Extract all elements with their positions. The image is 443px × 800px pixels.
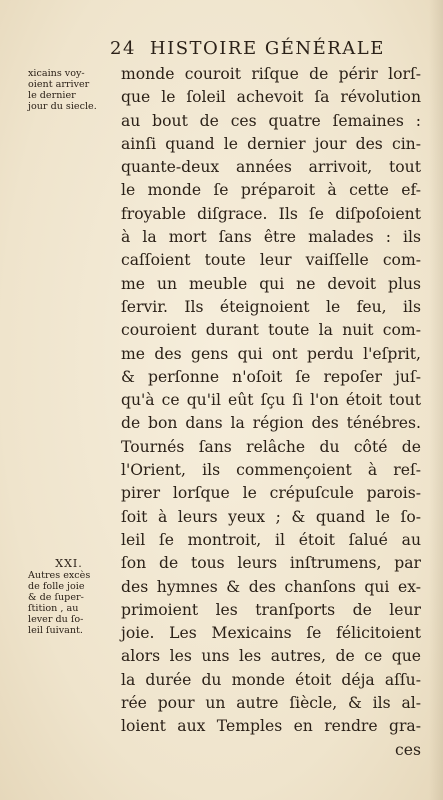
text-line: pirer lorſque le crépuſcule parois- — [121, 484, 421, 503]
text-line: froyable diſgrace. Ils ſe diſpoſoient — [121, 204, 421, 223]
margin-note-line: de folle joie — [28, 581, 85, 592]
text-line: ſoit à leurs yeux ; & quand le ſo- — [121, 507, 421, 526]
text-line: Tournés ſans relâche du côté de — [121, 437, 421, 456]
margin-note-line: xicains voy- — [28, 68, 85, 79]
text-line: à la mort ſans être malades : ils — [121, 228, 421, 247]
text-line: leil ſe montroit, il étoit ſalué au — [121, 530, 421, 549]
section-number: XXI. — [55, 557, 83, 570]
text-line: loient aux Temples en rendre gra- — [121, 717, 421, 736]
text-line: joie. Les Mexicains ſe félicitoient — [121, 624, 421, 643]
text-line: monde couroit riſque de périr lorſ- — [121, 65, 421, 83]
margin-note-line: Autres excès — [28, 570, 91, 581]
text-line: primoient les tranſports de leur — [121, 600, 421, 619]
running-title: HISTOIRE GÉNÉRALE — [149, 38, 385, 59]
text-line: de bon dans la région des ténébres. — [121, 414, 421, 433]
margin-note-line: oient arriver — [28, 79, 90, 90]
text-line: ſervir. Ils éteignoient le feu, ils — [121, 297, 421, 316]
margin-note-mexicans-end-of-century — [28, 68, 120, 112]
margin-note-section-xxi — [28, 558, 120, 636]
page-number: 24 — [110, 38, 136, 59]
text-line: rée pour un autre ſiècle, & ils al- — [121, 694, 421, 713]
margin-note-line: leil ſuivant. — [28, 625, 83, 636]
text-line: des hymnes & des chanſons qui ex- — [121, 577, 421, 596]
text-line: qu'à ce qu'il eût ſçu ſi l'on étoit tout — [121, 391, 421, 410]
main-text-block — [121, 63, 421, 762]
text-line: alors les uns les autres, de ce que — [121, 647, 421, 666]
text-line: que le ſoleil achevoit ſa révolution — [121, 88, 421, 107]
margin-note-line: lever du ſo- — [28, 614, 84, 625]
text-line: caſſoient toute leur vaiſſelle com- — [121, 251, 421, 270]
text-line: me un meuble qui ne devoit plus — [121, 274, 421, 293]
running-header — [110, 38, 420, 59]
margin-note-line: ſtition , au — [28, 603, 79, 614]
text-line: ainſi quand le dernier jour des cin- — [121, 134, 421, 153]
text-line: le monde ſe préparoit à cette ef- — [121, 181, 421, 200]
text-line: la durée du monde étoit déja aſſu- — [121, 670, 421, 689]
text-line: ſon de tous leurs inſtrumens, par — [121, 554, 421, 573]
text-line: couroient durant toute la nuit com- — [121, 321, 421, 340]
text-line: & perſonne n'oſoit ſe repoſer juſ- — [121, 367, 421, 386]
margin-note-line: & de ſuper- — [28, 592, 84, 603]
text-line: quante-deux années arrivoit, tout — [121, 158, 421, 177]
text-line: me des gens qui ont perdu l'eſprit, — [121, 344, 421, 363]
catchword: ces — [395, 740, 421, 759]
margin-note-line: le dernier — [28, 90, 76, 101]
margin-note-line: jour du siecle. — [28, 101, 97, 112]
text-line: au bout de ces quatre ſemaines : — [121, 111, 421, 130]
text-line: l'Orient, ils commençoient à reſ- — [121, 461, 421, 480]
